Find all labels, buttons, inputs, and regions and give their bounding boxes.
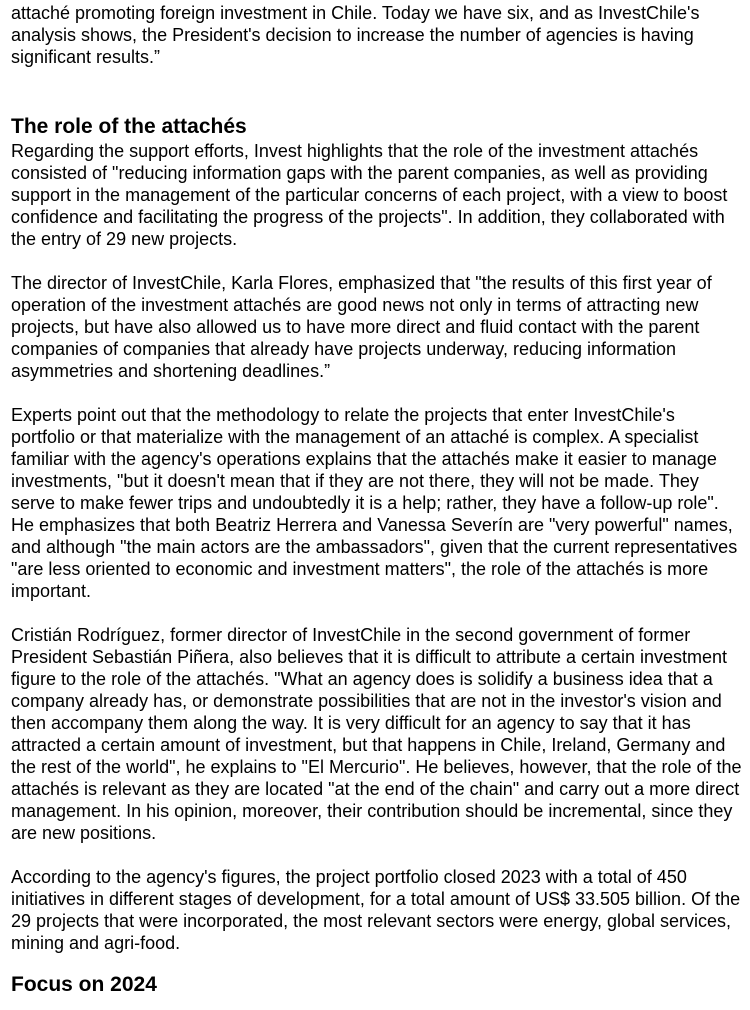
paragraph-experts-methodology: Experts point out that the methodology to relate the projects that enter InvestChile's portfolio or that materialize with the management of an attaché is complex. A specialist familiar with the agency's operations explains that the attachés make it easier to manage investments, "but it doesn't mean that if they are not there, they will not be made. They serve to make fewer trips and undoubtedly it is a help; rather, they have a follow-up role". He emphasizes that both Beatriz Herrera and Vanessa Severín are "very powerful" names, and although "the main actors are the ambassadors", given that the current representatives "are less oriented to economic and investment matters", the role of the attachés is more important. xyxy=(11,405,738,601)
section-heading-focus-2024: Focus on 2024 xyxy=(11,973,157,996)
article-body xyxy=(11,2,743,998)
paragraph-former-director: Cristián Rodríguez, former director of InvestChile in the second government of former President Sebastián Piñera, also believes that it is difficult to attribute a certain investment figure to the role of the attachés. "What an agency does is solidify a business idea that a company already has, or demonstrate possibilities that are not in the investor's vision and then accompany them along the way. It is very difficult for an agency to say that it has attracted a certain amount of investment, but that happens in Chile, Ireland, Germany and the rest of the world", he explains to "El Mercurio". He believes, however, that the role of the attachés is relevant as they are located "at the end of the chain" and carry out a more direct management. In his opinion, moreover, their contribution should be incremental, since they are new positions. xyxy=(11,625,742,843)
paragraph-portfolio-figures: According to the agency's figures, the project portfolio closed 2023 with a total of 450 initiatives in different stages of development, for a total amount of US$ 33.505 billion. Of the 29 projects that were incorporated, the most relevant sectors were energy, global services, mining and agri-food. xyxy=(11,867,741,953)
paragraph-support-efforts: Regarding the support efforts, Invest highlights that the role of the investment attachés consisted of "reducing information gaps with the parent companies, as well as providing support in the management of the particular concerns of each project, with a view to boost confidence and facilitating the progress of the projects". In addition, they collaborated with the entry of 29 new projects. xyxy=(11,141,728,249)
intro-paragraph: attaché promoting foreign investment in Chile. Today we have six, and as InvestChile's analysis shows, the President's decision to increase the number of agencies is having significant results.” xyxy=(11,3,700,67)
paragraph-director-quote: The director of InvestChile, Karla Flores, emphasized that "the results of this first year of operation of the investment attachés are good news not only in terms of attracting new projects, but have also allowed us to have more direct and fluid contact with the parent companies of companies that already have projects underway, reducing information asymmetries and shortening deadlines.” xyxy=(11,273,712,381)
section-heading-role-of-attaches: The role of the attachés xyxy=(11,115,247,138)
